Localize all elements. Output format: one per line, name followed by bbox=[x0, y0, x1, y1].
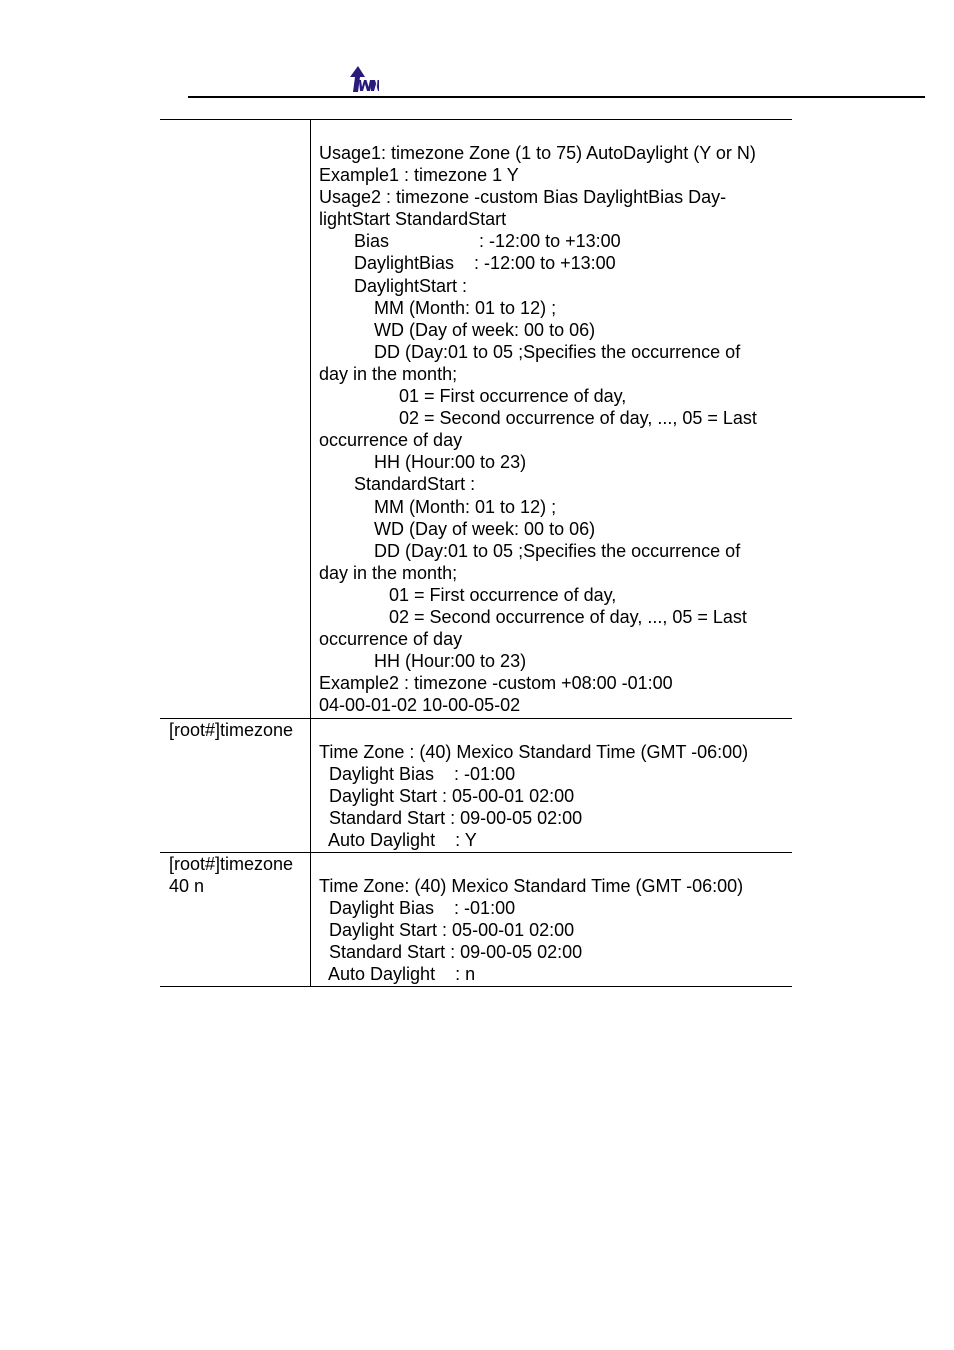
output-line: 02 = Second occurrence of day, ..., 05 = Last bbox=[319, 606, 747, 627]
command-text: [root#]timezone bbox=[169, 720, 294, 740]
output-line: 01 = First occurrence of day, bbox=[319, 584, 617, 605]
command-text bbox=[169, 120, 310, 142]
command-cell bbox=[160, 120, 311, 718]
output-line: occurrence of day bbox=[319, 430, 463, 451]
header-divider bbox=[188, 96, 925, 98]
output-line: day in the month; bbox=[319, 363, 458, 384]
output-line: Auto Daylight : Y bbox=[319, 830, 477, 851]
output-line: Example1 : timezone 1 Y bbox=[319, 165, 519, 186]
output-line: Daylight Start : 05-00-01 02:00 bbox=[319, 920, 575, 941]
output-cell bbox=[311, 719, 792, 852]
output-line: DaylightStart : bbox=[319, 275, 468, 296]
output-line: occurrence of day bbox=[319, 629, 463, 650]
output-line: Daylight Bias : -01:00 bbox=[319, 898, 516, 919]
output-cell bbox=[311, 120, 792, 718]
output-cell bbox=[311, 853, 792, 986]
output-line: StandardStart : bbox=[319, 474, 476, 495]
output-line: Usage1: timezone Zone (1 to 75) AutoDaylight (Y or N) bbox=[319, 143, 756, 163]
output-line: Time Zone : (40) Mexico Standard Time (GMT -06:00) bbox=[319, 742, 749, 762]
output-line: 01 = First occurrence of day, bbox=[319, 386, 627, 407]
command-cell bbox=[160, 719, 311, 852]
output-line: 02 = Second occurrence of day, ..., 05 = Last bbox=[319, 408, 757, 429]
output-line: Daylight Bias : -01:00 bbox=[319, 764, 516, 785]
output-line: Standard Start : 09-00-05 02:00 bbox=[319, 808, 583, 829]
table-row bbox=[160, 119, 792, 719]
output-line: Example2 : timezone -custom +08:00 -01:00 bbox=[319, 673, 673, 694]
command-text: 40 n bbox=[169, 876, 205, 897]
output-line: Time Zone: (40) Mexico Standard Time (GMT -06:00) bbox=[319, 876, 744, 896]
command-table bbox=[160, 119, 792, 987]
output-line: HH (Hour:00 to 23) bbox=[319, 651, 527, 672]
output-line: 04-00-01-02 10-00-05-02 bbox=[319, 695, 521, 716]
output-line: Standard Start : 09-00-05 02:00 bbox=[319, 942, 583, 963]
command-text: [root#]timezone bbox=[169, 854, 294, 874]
output-line: MM (Month: 01 to 12) ; bbox=[319, 297, 557, 318]
output-line: Usage2 : timezone -custom Bias DaylightBias Day- bbox=[319, 187, 727, 208]
table-row bbox=[160, 719, 792, 853]
output-line: Daylight Start : 05-00-01 02:00 bbox=[319, 786, 575, 807]
command-cell bbox=[160, 853, 311, 986]
output-line: day in the month; bbox=[319, 562, 458, 583]
output-line: lightStart StandardStart bbox=[319, 209, 507, 230]
output-line: DaylightBias : -12:00 to +13:00 bbox=[319, 253, 616, 274]
output-line: HH (Hour:00 to 23) bbox=[319, 452, 527, 473]
output-line: WD (Day of week: 00 to 06) bbox=[319, 518, 596, 539]
output-line: DD (Day:01 to 05 ;Specifies the occurrence of bbox=[319, 540, 741, 561]
output-line: WD (Day of week: 00 to 06) bbox=[319, 319, 596, 340]
table-row bbox=[160, 853, 792, 987]
output-line: Bias : -12:00 to +13:00 bbox=[319, 231, 621, 252]
output-line: MM (Month: 01 to 12) ; bbox=[319, 496, 557, 517]
company-logo-icon bbox=[348, 66, 380, 94]
output-line: Auto Daylight : n bbox=[319, 964, 476, 985]
output-line: DD (Day:01 to 05 ;Specifies the occurrence of bbox=[319, 341, 741, 362]
